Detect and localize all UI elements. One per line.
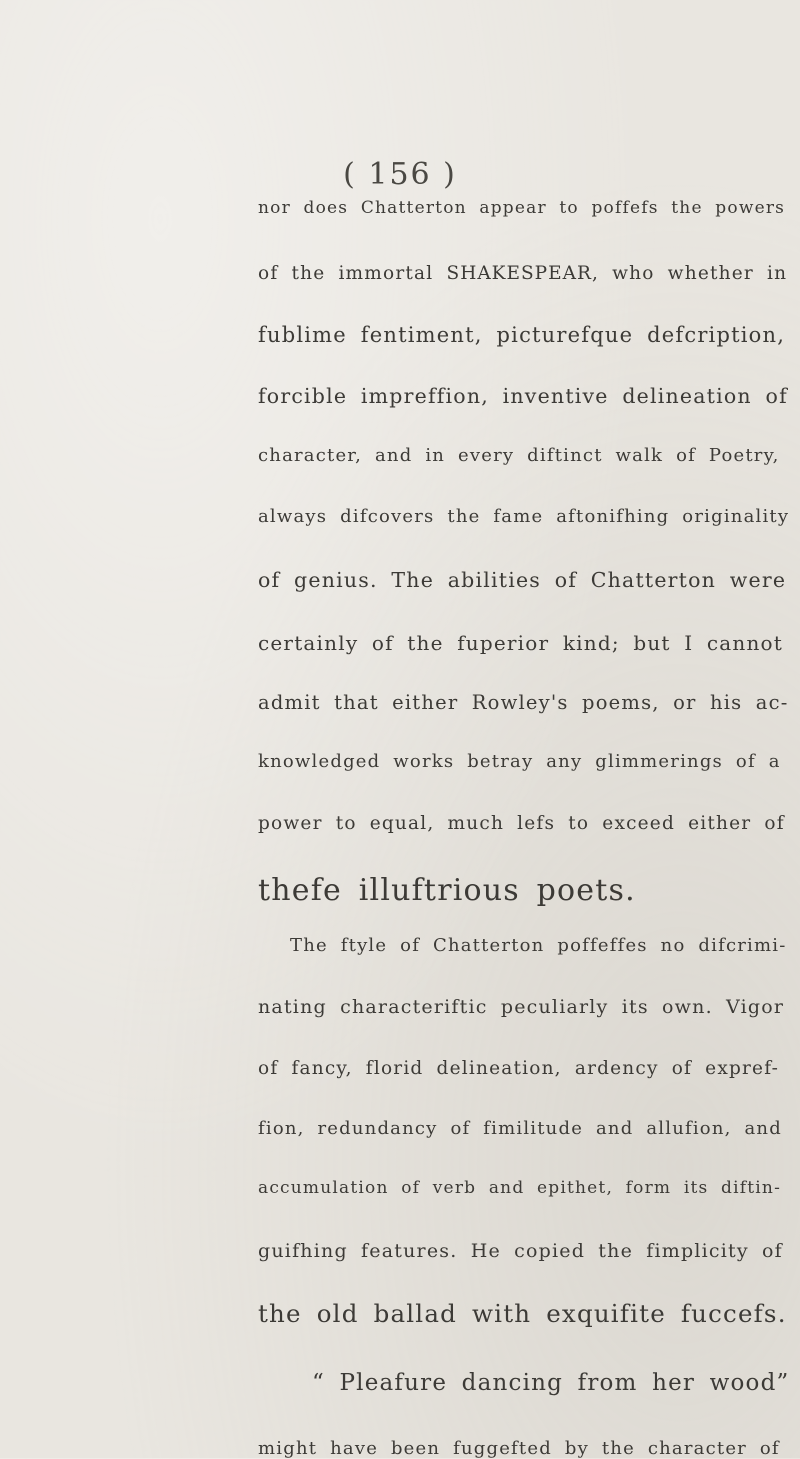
text-line: fublime fentiment, picturefque defcription, xyxy=(258,323,786,347)
text-line: knowledged works betray any glimmerings of a xyxy=(258,751,781,772)
text-line xyxy=(258,265,787,284)
text-fragment: , who whether in xyxy=(591,263,788,284)
text-line: nating characteriftic peculiarly its own. Vigor xyxy=(258,996,785,1018)
text-fragment: of the immortal xyxy=(258,263,434,284)
text-line: of genius. The abilities of Chatterton were xyxy=(258,568,787,592)
text-line: always difcovers the fame aftonifhing originality xyxy=(258,506,790,527)
text-line: The ftyle of Chatterton poffeffes no difcrimi- xyxy=(290,935,787,956)
author-name-smallcaps: SHAKESPEAR xyxy=(446,263,592,284)
text-line: accumulation of verb and epithet, form its diftin- xyxy=(258,1178,782,1198)
page-number: ( 156 ) xyxy=(343,157,457,192)
text-line: guifhing features. He copied the fimplicity of xyxy=(258,1240,783,1262)
text-line: certainly of the fuperior kind; but I cannot xyxy=(258,631,784,655)
quoted-verse: “ Pleafure dancing from her wood” xyxy=(312,1370,790,1396)
text-line: character, and in every diftinct walk of Poetry, xyxy=(258,445,780,466)
text-line: might have been fuggefted by the character of xyxy=(258,1438,780,1459)
text-line: power to equal, much lefs to exceed either of xyxy=(258,813,785,834)
text-line: fion, redundancy of fimilitude and allufion, and xyxy=(258,1118,782,1139)
text-line: admit that either Rowley's poems, or his ac- xyxy=(258,691,789,714)
text-line: forcible impreffion, inventive delineation of xyxy=(258,384,788,408)
text-line: thefe illuftrious poets. xyxy=(258,873,636,908)
text-line: nor does Chatterton appear to poffefs the powers xyxy=(258,198,786,218)
text-line: of fancy, florid delineation, ardency of expref- xyxy=(258,1058,780,1079)
text-line: the old ballad with exquifite fuccefs. xyxy=(258,1299,787,1328)
